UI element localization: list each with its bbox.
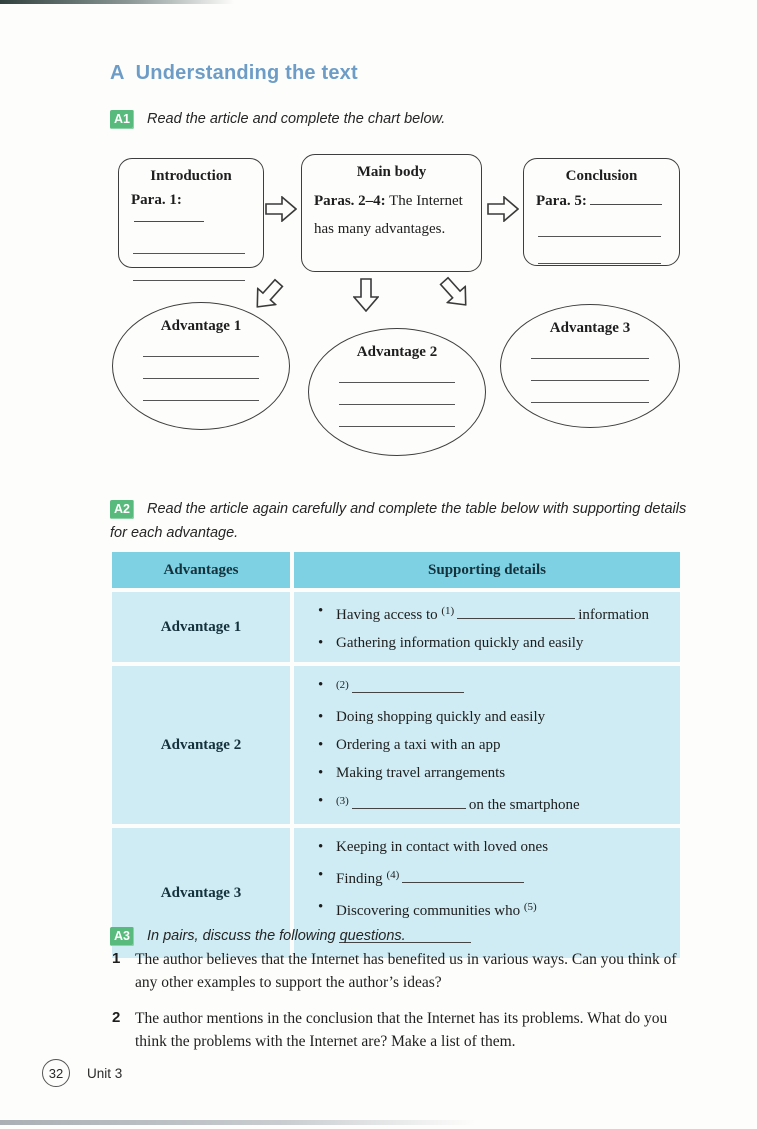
supporting-detail	[318, 671, 672, 703]
question-number: 1	[112, 950, 121, 967]
answer-line	[531, 358, 648, 359]
down-arrow-icon	[353, 278, 379, 312]
detail-text: Discovering communities who	[336, 903, 521, 919]
answer-line	[133, 253, 245, 254]
unit-label: Unit 3	[87, 1065, 123, 1081]
supporting-detail	[318, 731, 672, 759]
right-arrow-icon	[487, 196, 519, 222]
detail-text: Doing shopping quickly and easily	[336, 709, 546, 725]
flowchart	[112, 150, 680, 472]
task-a3	[110, 924, 696, 948]
detail-text: Finding	[336, 871, 383, 887]
detail-text: Gathering information quickly and easily	[336, 635, 584, 651]
fill-in-blank	[402, 871, 524, 883]
fill-in-blank	[590, 192, 662, 205]
task-a2	[110, 497, 696, 545]
ellipse-title: Advantage 1	[160, 318, 242, 334]
answer-line	[538, 236, 661, 237]
task-a1	[110, 107, 696, 131]
chart-ellipse-advantage-1	[112, 302, 290, 430]
chart-ellipse-advantage-3	[500, 304, 680, 428]
a3-instruction: In pairs, discuss the following questions.	[146, 928, 406, 944]
answer-line	[133, 280, 245, 281]
detail-text: Making travel arrangements	[336, 765, 506, 781]
discussion-questions	[112, 948, 692, 1065]
answer-line	[339, 404, 455, 405]
para-label: Para. 5:	[536, 193, 587, 209]
down-right-arrow-icon	[434, 272, 476, 315]
page-number: 32	[42, 1059, 70, 1087]
para-label: Para. 1:	[131, 192, 182, 208]
fill-in-blank	[134, 209, 204, 222]
box-para-line	[536, 192, 667, 210]
fill-in-blank	[457, 607, 575, 619]
supporting-detail	[318, 787, 672, 819]
a1-instruction: Read the article and complete the chart below.	[146, 111, 446, 127]
para-label: Paras. 2–4:	[314, 193, 386, 209]
table-row-details	[294, 592, 680, 662]
answer-line	[143, 378, 259, 379]
a3-badge: A3	[110, 927, 134, 946]
scan-edge-bottom	[0, 1120, 475, 1125]
blank-number: (1)	[441, 605, 455, 617]
right-arrow-icon	[265, 196, 297, 222]
blank-number: (4)	[386, 869, 400, 881]
ellipse-title: Advantage 2	[356, 344, 438, 360]
answer-line	[143, 400, 259, 401]
chart-ellipse-advantage-2	[308, 328, 486, 456]
detail-text: information	[578, 607, 650, 623]
scan-edge-top	[0, 0, 234, 4]
detail-text: Having access to	[336, 607, 438, 623]
blank-number: (5)	[523, 901, 537, 913]
detail-text: Ordering a taxi with an app	[336, 737, 501, 753]
section-heading	[110, 62, 358, 85]
a1-badge: A1	[110, 110, 134, 129]
box-para-line	[131, 192, 251, 227]
answer-line	[538, 263, 661, 264]
supporting-detail	[318, 759, 672, 787]
chart-box-conclusion	[523, 158, 680, 266]
question-2	[112, 1007, 692, 1054]
table-row-label: Advantage 3	[112, 828, 290, 958]
answer-line	[531, 402, 648, 403]
question-number: 2	[112, 1008, 121, 1026]
chart-box-main-body	[301, 154, 482, 272]
table-row-label: Advantage 2	[112, 666, 290, 824]
question-text: The author believes that the Internet has benefited us in various ways. Can you think of any other examples to support the author’s ideas?	[135, 951, 677, 992]
fill-in-blank	[352, 681, 464, 693]
supporting-detail	[318, 597, 672, 629]
chart-box-introduction	[118, 158, 264, 268]
answer-line	[339, 382, 455, 383]
supporting-detail	[318, 833, 672, 861]
box-title: Introduction	[150, 168, 232, 184]
question-text: The author mentions in the conclusion that the Internet has its problems. What do you think the problems with the Internet are? Make a list of them.	[135, 1009, 668, 1050]
table-row-label: Advantage 1	[112, 592, 290, 662]
detail-text: Keeping in contact with loved ones	[336, 839, 549, 855]
ellipse-title: Advantage 3	[549, 320, 631, 336]
page-footer	[42, 1059, 122, 1087]
a2-instruction: Read the article again carefully and complete the table below with supporting details for each advantage.	[110, 501, 687, 541]
fill-in-blank	[352, 797, 466, 809]
section-letter: A	[110, 62, 125, 84]
box-body-text: The Internet has many advantages.	[314, 193, 463, 237]
answer-line	[143, 356, 259, 357]
supporting-detail	[318, 861, 672, 893]
answer-line	[339, 426, 455, 427]
answer-line	[531, 380, 648, 381]
box-title: Main body	[356, 164, 427, 180]
supporting-detail	[318, 703, 672, 731]
a2-badge: A2	[110, 500, 134, 519]
section-title-text: Understanding the text	[135, 62, 358, 84]
table-header-supporting-details: Supporting details	[294, 552, 680, 588]
question-1	[112, 948, 692, 995]
detail-text: on the smartphone	[468, 797, 580, 813]
supporting-detail	[318, 629, 672, 657]
table-row-details	[294, 666, 680, 824]
table-header-advantages: Advantages	[112, 552, 290, 588]
box-title: Conclusion	[565, 168, 638, 184]
box-text	[314, 188, 469, 244]
advantages-table	[112, 552, 680, 958]
blank-number: (2)	[336, 679, 349, 691]
blank-number: (3)	[336, 795, 349, 807]
down-left-arrow-icon	[247, 274, 289, 317]
